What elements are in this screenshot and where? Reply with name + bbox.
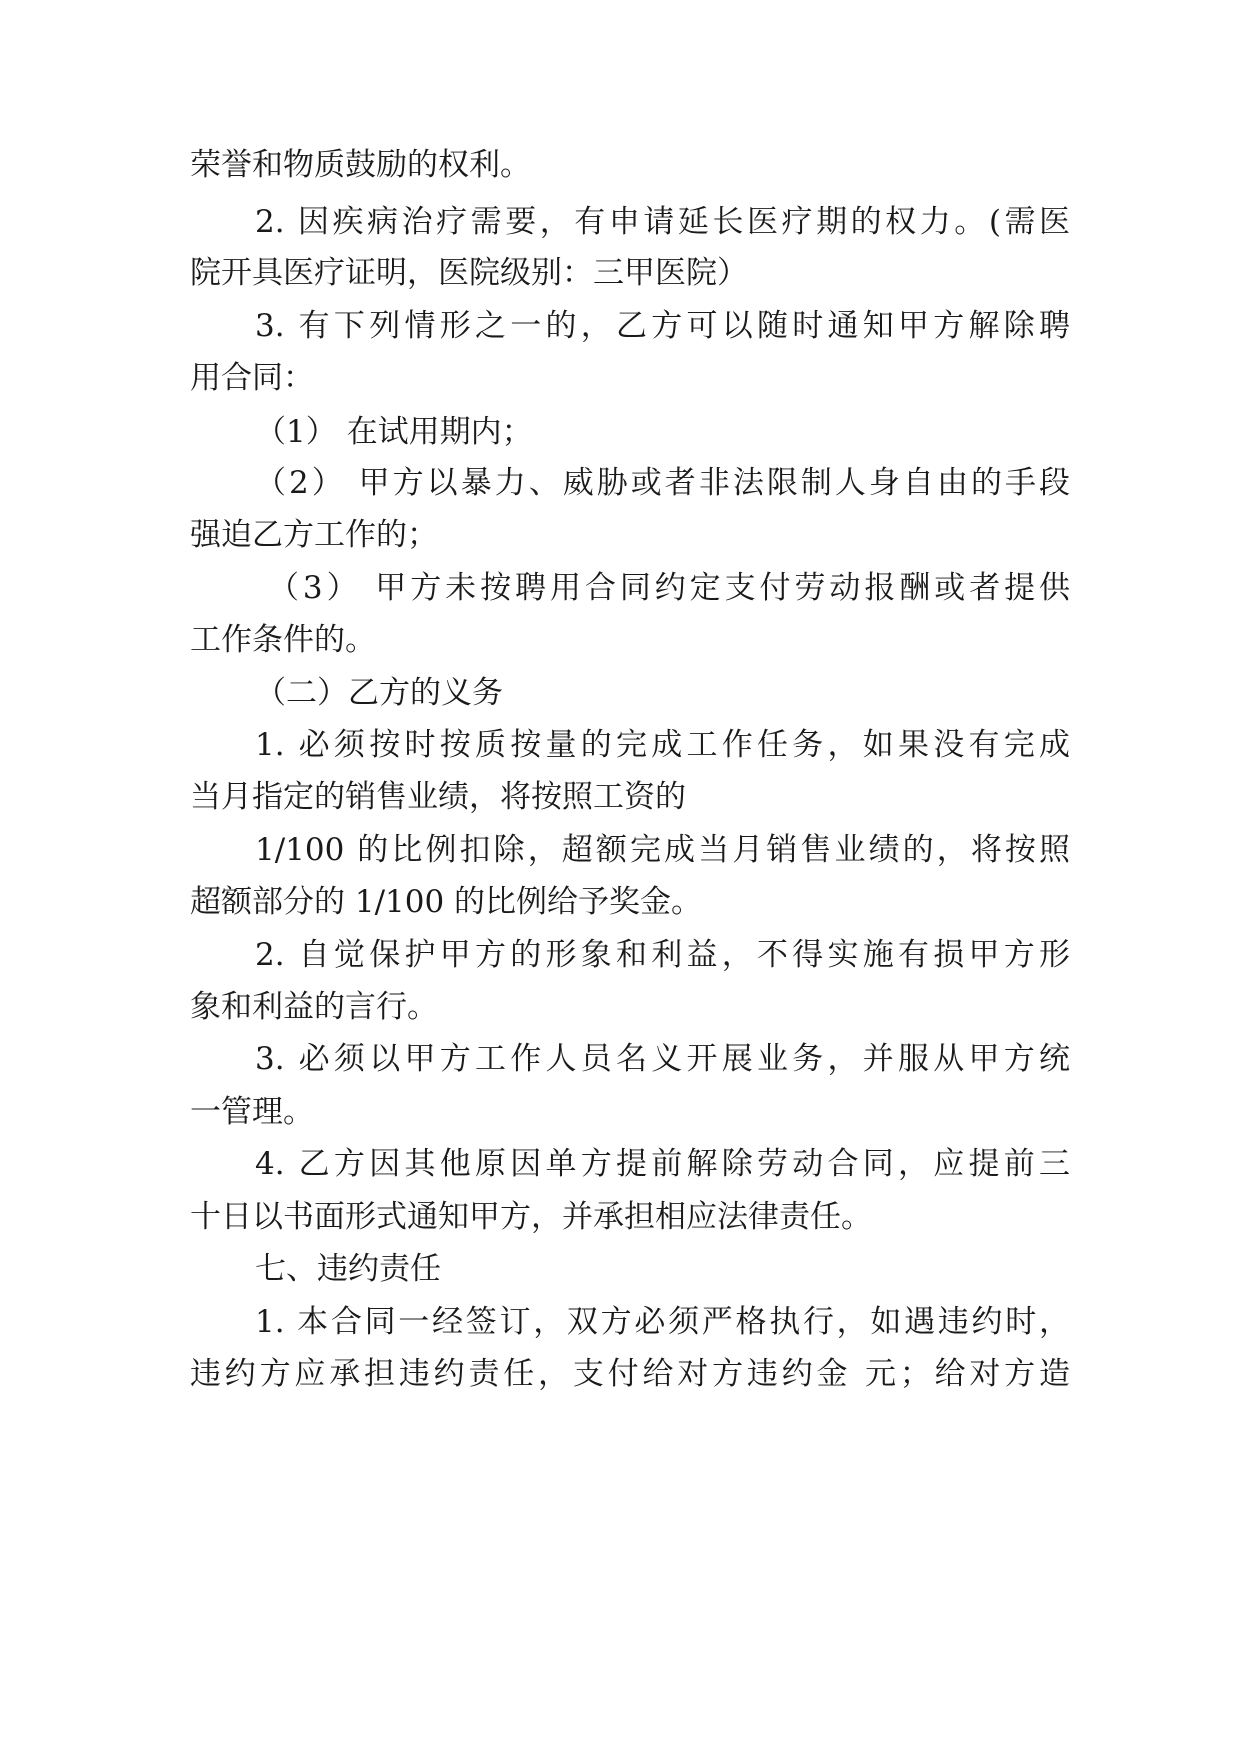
section-heading: （二）乙方的义务	[255, 675, 503, 711]
text-line: 3. 有下列情形之一的，乙方可以随时通知甲方解除聘	[255, 308, 1070, 344]
text-line: 强迫乙方工作的；	[190, 517, 438, 553]
text-line: 用合同：	[190, 360, 314, 396]
text-line: 一管理。	[190, 1094, 314, 1130]
text-line: 十日以书面形式通知甲方，并承担相应法律责任。	[190, 1199, 872, 1235]
text-line: 3. 必须以甲方工作人员名义开展业务，并服从甲方统	[255, 1041, 1070, 1077]
text-line: 荣誉和物质鼓励的权利。	[190, 147, 531, 183]
text-line: 工作条件的。	[190, 622, 376, 658]
text-line: 4. 乙方因其他原因单方提前解除劳动合同，应提前三	[255, 1146, 1070, 1182]
text-line: 院开具医疗证明，医院级别：三甲医院）	[190, 255, 748, 291]
text-line: 象和利益的言行。	[190, 989, 438, 1025]
text-line: 1. 必须按时按质按量的完成工作任务，如果没有完成	[255, 727, 1070, 763]
text-line: 1. 本合同一经签订，双方必须严格执行，如遇违约时，	[255, 1304, 1070, 1340]
text-line: （3） 甲方未按聘用合同约定支付劳动报酬或者提供	[268, 570, 1070, 606]
section-heading: 七、违约责任	[255, 1251, 441, 1287]
text-line: 1/100 的比例扣除，超额完成当月销售业绩的，将按照	[255, 832, 1070, 868]
text-line: 2. 因疾病治疗需要，有申请延长医疗期的权力。(需医	[255, 204, 1070, 240]
text-line: 违约方应承担违约责任，支付给对方违约金 元；给对方造	[190, 1356, 1070, 1392]
text-line: 当月指定的销售业绩，将按照工资的	[190, 779, 686, 815]
text-line: （2） 甲方以暴力、威胁或者非法限制人身自由的手段	[255, 465, 1070, 501]
text-line: 2. 自觉保护甲方的形象和利益，不得实施有损甲方形	[255, 937, 1070, 973]
text-line: （1） 在试用期内；	[255, 414, 533, 450]
text-line: 超额部分的 1/100 的比例给予奖金。	[190, 884, 703, 920]
